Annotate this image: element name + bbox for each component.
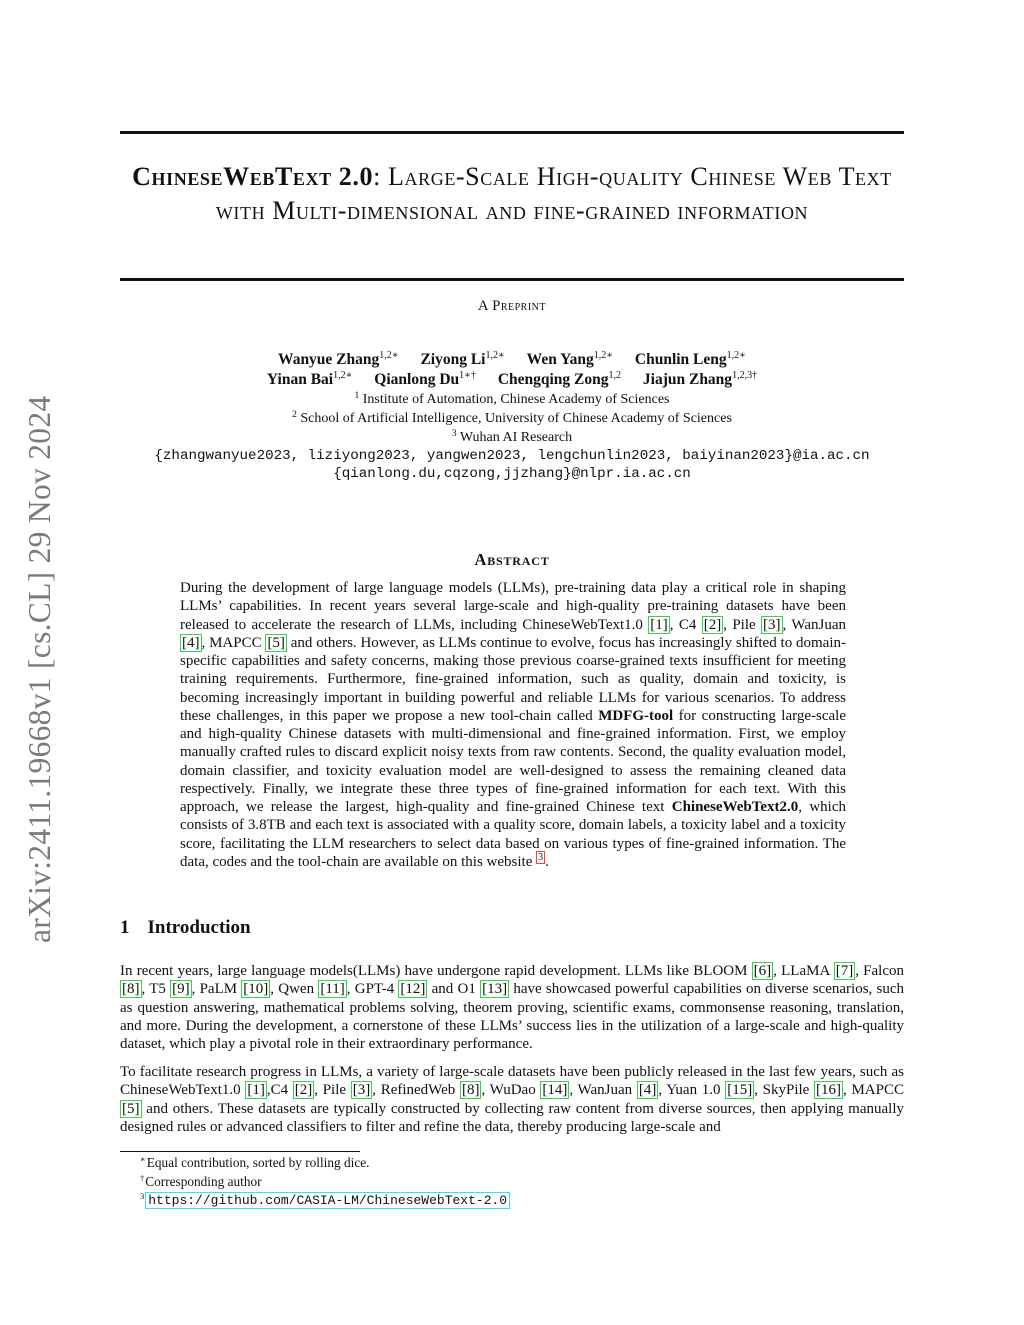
- citation-link[interactable]: [16]: [816, 1082, 842, 1099]
- affiliation: $^2$ School of Artificial Intelligence, University of Chinese Academy of Sciences: [292, 410, 732, 426]
- citation-link[interactable]: [8]: [461, 1082, 480, 1099]
- citation-link[interactable]: [5]: [122, 1100, 140, 1117]
- citation-link[interactable]: [12]: [400, 981, 426, 998]
- github-url-link[interactable]: https://github.com/CASIA-LM/ChineseWebText-2.0: [145, 1192, 510, 1209]
- author-email: {zhangwanyue2023, liziyong2023, yangwen2023, lengchunlin2023, baiyinan2023}@ia.ac.cn: [154, 448, 870, 464]
- title-rule-bottom: [120, 278, 904, 281]
- citation-link[interactable]: [15]: [727, 1082, 753, 1099]
- citation-link[interactable]: [2]: [294, 1082, 313, 1099]
- citation-link[interactable]: [3]: [763, 616, 781, 633]
- footnote: ∗Equal contribution, sorted by rolling dice.: [140, 1154, 370, 1170]
- citation-link[interactable]: [7]: [835, 963, 854, 979]
- paper-title: [120, 160, 904, 228]
- citation-link[interactable]: [1]: [247, 1082, 265, 1099]
- author: Ziyong $Li^{1,2∗}$: [420, 350, 505, 368]
- author-row-1: [120, 350, 904, 370]
- footnote: $^3$ https://github.com/CASIA-LM/ChineseWebText-2.0: [140, 1191, 900, 1211]
- citation-link[interactable]: [11]: [320, 981, 345, 998]
- preprint-label: A Preprint: [477, 298, 547, 314]
- author-email: {qianlong.du,cqzong,jjzhang}@nlpr.ia.ac.cn: [333, 466, 691, 482]
- title-dataset-name: ChineseWebText 2.0: [132, 162, 374, 191]
- footnote-rule: [120, 1151, 360, 1152]
- footnotes: [140, 1154, 900, 1211]
- author-block: [120, 350, 904, 483]
- citation-link[interactable]: [13]: [482, 981, 508, 998]
- affiliation: $^3$ Wuhan AI Research: [451, 429, 573, 445]
- footnote-link[interactable]: 3: [538, 851, 544, 863]
- abstract-heading: Abstract: [474, 550, 550, 569]
- section-heading: 1 Introduction: [120, 917, 251, 938]
- arxiv-identifier: arXiv:2411.19668v1 [cs.CL] 29 Nov 2024: [22, 395, 57, 943]
- citation-link[interactable]: [8]: [122, 981, 140, 998]
- citation-link[interactable]: [4]: [638, 1082, 657, 1099]
- citation-link[interactable]: [6]: [753, 963, 772, 979]
- citation-link[interactable]: [2]: [703, 616, 722, 633]
- author: Chunlin Leng$^{1,2∗}$: [634, 350, 746, 368]
- author: Wen Yang$^{1,2∗}$: [526, 350, 614, 368]
- abstract-text: During the development of large language models (LLMs), pre-training data play a critical role in shaping LLMs’ capabilities. In recent years several large-scale and high-quality pre-training datasets have been released to accelerate the research of LLMs, including ChineseWebText1.0 [1] , C4 [2] , Pile [3] , WanJuan [4] , MAPCC [5] and others. However, as LLMs continue to evolve, focus has increasingly shifted to domain-specific capabilities and safety concerns, making those previous coarse-grained texts insufficient for meeting training requirements. Furthermore, fine-grained information, such as quality, domain and toxicity, is becoming increasingly important in building powerful and reliable LLMs for various scenarios. To address these challenges, in this paper we propose a new tool-chain called MDFG-tool for constructing large-scale and high-quality Chinese datasets with multi-dimensional and fine-grained information. First, we employ manually crafted rules to discard explicit noisy texts from raw contents. Second, the quality evaluation model, domain classifier, and toxicity evaluation model are well-designed to assess the remaining cleaned data respectively. Finally, we integrate these three types of fine-grained information for each text. With this approach, we release the largest, high-quality and fine-grained Chinese text ChineseWebText2.0, which consists of 3.8TB and each text is associated with a quality score, domain labels, a toxicity label and a toxicity score, facilitating the LLM researchers to select data based on various types of fine-grained information. The data, codes and the tool-chain are available on this website $^3$ .: [180, 580, 847, 870]
- author: Wanyue Zhang$^{1,2∗}$: [278, 350, 399, 368]
- author: Jiajun Zhang$^{1,2,3\dagger}$: [642, 370, 758, 388]
- citation-link[interactable]: [10]: [243, 981, 269, 998]
- citation-link[interactable]: [3]: [352, 1082, 371, 1099]
- author-row-2: [120, 370, 904, 390]
- intro-paragraph-1: In recent years, large language models(LLMs) have undergone rapid development. LLMs like BLOOM [6] , LLaMA [7] , Falcon [8] , T5 [9] , PaLM [10] , Qwen [11] , GPT-4 [12] and O1 [13] have showcased powerful capabilities on diverse scenarios, such as question answering, mathematical problems solving, theorem proving, scientific exams, commonsense reasoning, translation, and more. During the development, a cornerstone of these LLMs’ success lies in the utilization of a large-scale and high-quality dataset, which play a pivotal role in their extraordinary performance.: [120, 963, 905, 1053]
- citation-link[interactable]: [9]: [172, 981, 190, 998]
- title-rule-top: [120, 131, 904, 134]
- citation-link[interactable]: [1]: [650, 616, 668, 633]
- author: Yinan Bai$^{1,2∗}$: [266, 370, 353, 388]
- dataset-name: ChineseWebText2.0: [671, 799, 799, 815]
- citation-link[interactable]: [5]: [267, 634, 285, 651]
- footnote: †Corresponding author: [140, 1172, 262, 1189]
- title-subtitle: : Large-Scale High-quality Chinese Web Text with Multi-dimensional and fine-grained information: [215, 162, 892, 225]
- author: Chengqing Zong$^{1,2}$: [497, 370, 622, 388]
- intro-paragraph-2: To facilitate research progress in LLMs, a variety of large-scale datasets have been publicly released in the last few years, such as ChineseWebText1.0 [1] ,C4 [2] , Pile [3] , RefinedWeb [8] , WuDao [14] , WanJuan [4] , Yuan 1.0 [15] , SkyPile [16] , MAPCC [5] and others. These datasets are typically constructed by collecting raw content from diverse sources, then applying manually designed rules or advanced classifiers to filter and refine the data, thereby producing large-scale and: [120, 1064, 904, 1135]
- tool-name: MDFG-tool: [598, 707, 674, 724]
- citation-link[interactable]: [14]: [542, 1082, 568, 1099]
- citation-link[interactable]: [4]: [182, 634, 200, 651]
- author: Qianlong $Du^{1∗\dagger}$: [374, 370, 476, 388]
- affiliation: $^1$ Institute of Automation, Chinese Academy of Sciences: [354, 391, 670, 407]
